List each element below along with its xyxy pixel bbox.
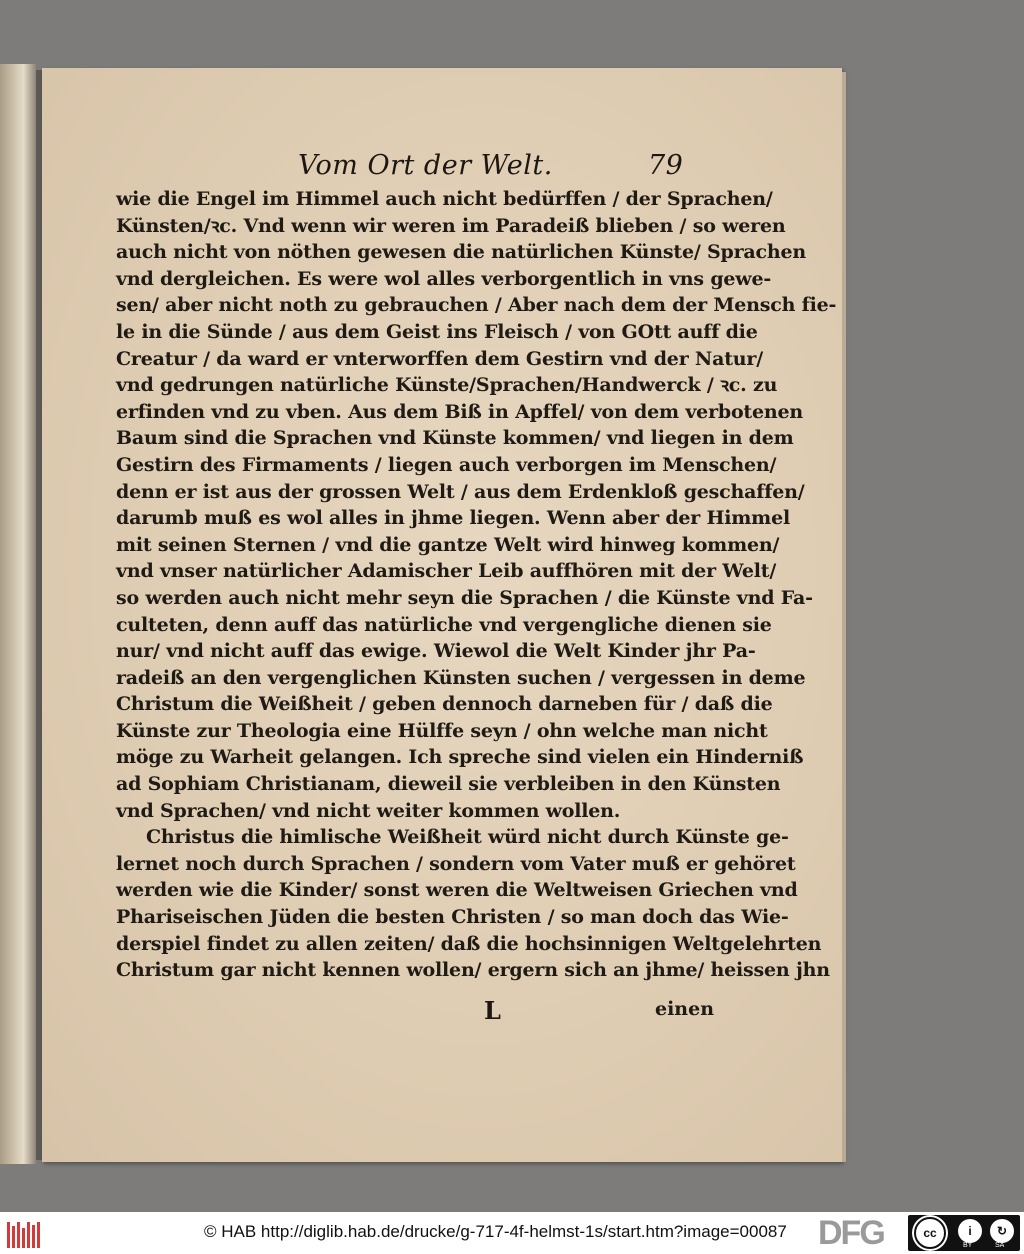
text-line: derspiel findet zu allen zeiten/ daß die hochsinnigen Weltgelehrten	[116, 932, 822, 955]
text-line: Phariseischen Jüden die besten Christen / so man doch das Wie-	[116, 906, 789, 929]
barcode-icon	[6, 1216, 42, 1250]
text-line: radeiß an den vergenglichen Künsten suchen / vergessen in deme	[116, 666, 806, 689]
cc-license-badge[interactable]	[908, 1215, 1020, 1251]
text-line: so werden auch nicht mehr seyn die Sprachen / die Künste vnd Fa-	[116, 586, 813, 609]
cc-icon: cc	[914, 1217, 946, 1249]
text-line: darumb muß es wol alles in jhme liegen. Wenn aber der Himmel	[116, 507, 790, 530]
text-line: Christum gar nicht kennen wollen/ ergern sich an jhme/ heissen jhn	[116, 959, 830, 982]
source-link[interactable]: © HAB http://diglib.hab.de/drucke/g-717-4f-helmst-1s/start.htm?image=00087	[204, 1222, 787, 1241]
text-line: Christus die himlische Weißheit würd nicht durch Künste ge-	[146, 826, 789, 849]
text-line: ad Sophiam Christianam, dieweil sie verbleiben in den Künsten	[116, 773, 781, 796]
text-line: vnd Sprachen/ vnd nicht weiter kommen wollen.	[116, 799, 621, 822]
text-line: Creatur / da ward er vnterworffen dem Gestirn vnd der Natur/	[116, 347, 763, 370]
previous-page-edge	[0, 64, 36, 1164]
text-line: sen/ aber nicht noth zu gebrauchen / Aber nach dem der Mensch fie-	[116, 294, 837, 317]
text-line: le in die Sünde / aus dem Geist ins Fleisch / von GOtt auff die	[116, 320, 758, 343]
text-line: auch nicht von nöthen gewesen die natürlichen Künste/ Sprachen	[116, 241, 807, 264]
text-line: erfinden vnd zu vben. Aus dem Biß in Apffel/ von dem verbotenen	[116, 400, 804, 423]
share-alike-icon: ↻	[990, 1219, 1014, 1243]
by-label: BY	[963, 1242, 973, 1249]
text-line: culteten, denn auff das natürliche vnd vergengliche dienen sie	[116, 613, 772, 636]
page-number: 79	[648, 150, 684, 181]
text-line: vnd vnser natürlicher Adamischer Leib auffhören mit der Welt/	[116, 560, 777, 583]
sa-label: SA	[995, 1242, 1005, 1249]
text-line: nur/ vnd nicht auff das ewige. Wiewol die Welt Kinder jhr Pa-	[116, 640, 756, 663]
text-line: werden wie die Kinder/ sonst weren die Weltweisen Griechen vnd	[116, 879, 798, 902]
signature-mark: L	[484, 996, 501, 1025]
text-line: Christum die Weißheit / geben dennoch darneben für / daß die	[116, 693, 773, 716]
page-edge	[842, 72, 846, 1162]
text-line: Künsten/ꝛc. Vnd wenn wir weren im Paradeiß blieben / so weren	[116, 214, 786, 237]
body-text	[116, 186, 837, 984]
text-line: möge zu Warheit gelangen. Ich spreche sind vielen ein Hinderniß	[116, 746, 804, 769]
footer-bar	[0, 1212, 1024, 1254]
text-line: Baum sind die Sprachen vnd Künste kommen/ vnd liegen in dem	[116, 427, 794, 450]
text-line: vnd gedrungen natürliche Künste/Sprachen/Handwerck / ꝛc. zu	[116, 374, 778, 397]
attribution-icon: i	[958, 1219, 982, 1243]
text-line: wie die Engel im Himmel auch nicht bedürffen / der Sprachen/	[116, 188, 773, 210]
dfg-logo: DFG	[818, 1214, 884, 1252]
running-title: Vom Ort der Welt.	[298, 150, 553, 181]
text-line: Künste zur Theologia eine Hülffe seyn / ohn welche man nicht	[116, 719, 768, 742]
text-line: denn er ist aus der grossen Welt / aus dem Erdenkloß geschaffen/	[116, 480, 805, 503]
text-line: mit seinen Sternen / vnd die gantze Welt wird hinweg kommen/	[116, 533, 780, 556]
text-line: lernet noch durch Sprachen / sondern vom Vater muß er gehöret	[116, 852, 796, 875]
text-line: Gestirn des Firmaments / liegen auch verborgen im Menschen/	[116, 453, 777, 476]
catchword: einen	[655, 998, 715, 1020]
running-head	[298, 150, 718, 184]
text-line: vnd dergleichen. Es were wol alles verborgentlich in vns gewe-	[116, 267, 772, 290]
